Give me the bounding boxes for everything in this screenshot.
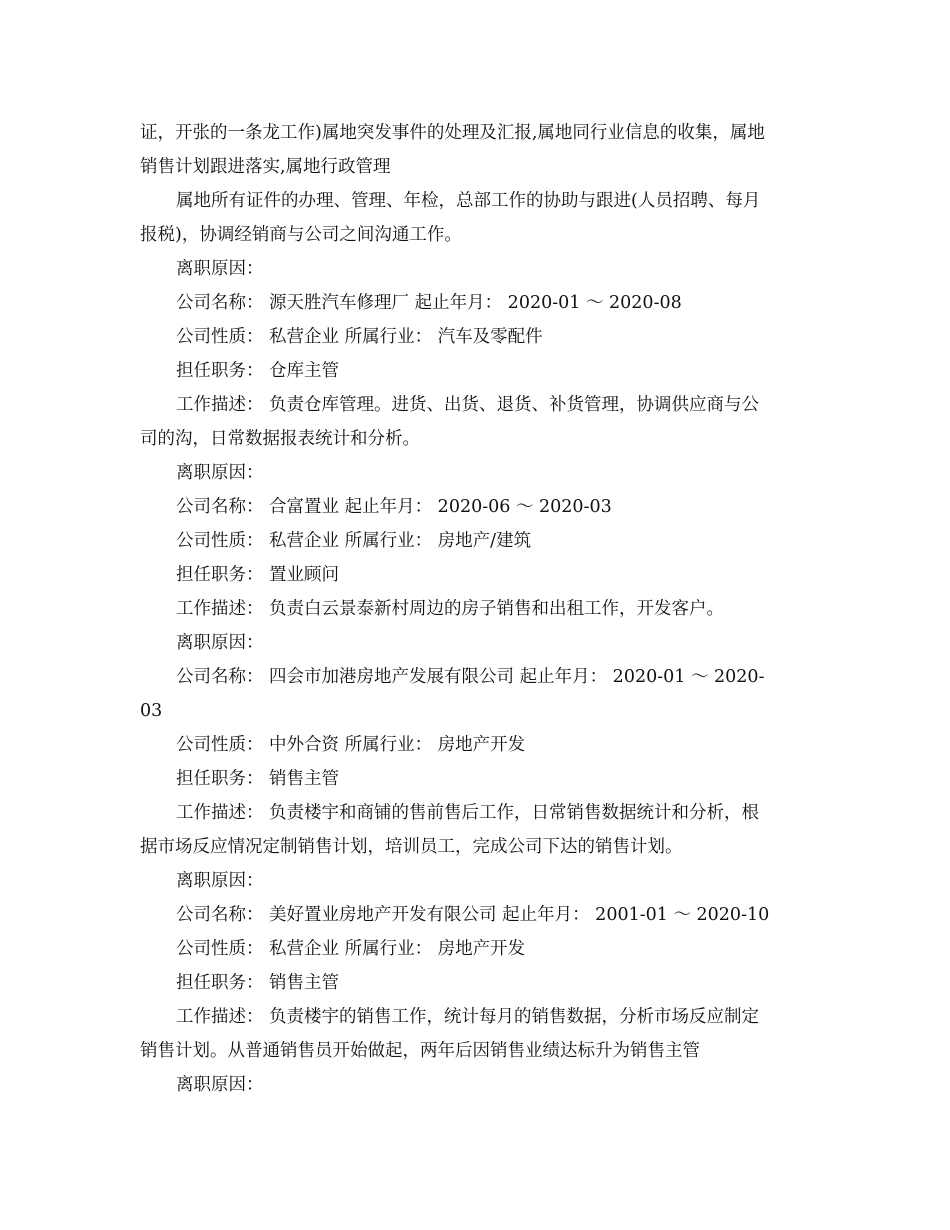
departure-reason-label: 离职原因：: [176, 871, 264, 891]
departure-reason-label: 离职原因：: [176, 1075, 264, 1095]
departure-reason-label: 离职原因：: [176, 633, 264, 653]
company-name-line: 公司名称： 源天胜汽车修理厂 起止年月： 2020-01 ～ 2020-08: [176, 293, 682, 313]
document-body: [140, 116, 812, 1102]
departure-reason-label: 离职原因：: [176, 463, 264, 483]
position-line: 担任职务： 仓库主管: [176, 361, 340, 381]
text-line: 证，开张的一条龙工作)属地突发事件的处理及汇报,属地同行业信息的收集，属地: [140, 123, 765, 143]
text-line: 属地所有证件的办理、管理、年检，总部工作的协助与跟进(人员招聘、每月: [176, 191, 761, 211]
company-name-line: 公司名称： 四会市加港房地产发展有限公司 起止年月： 2020-01 ～ 2020-: [176, 667, 765, 687]
company-type-line: 公司性质： 私营企业 所属行业： 房地产开发: [176, 939, 526, 959]
company-type-line: 公司性质： 私营企业 所属行业： 汽车及零配件: [176, 327, 543, 347]
text-line: 销售计划。从普通销售员开始做起，两年后因销售业绩达标升为销售主管: [140, 1041, 700, 1061]
position-line: 担任职务： 销售主管: [176, 973, 340, 993]
job-description-line: 工作描述： 负责楼宇的销售工作，统计每月的销售数据，分析市场反应制定: [176, 1007, 760, 1027]
position-line: 担任职务： 置业顾问: [176, 565, 340, 585]
text-line: 司的沟，日常数据报表统计和分析。: [140, 429, 420, 449]
company-name-line: 公司名称： 合富置业 起止年月： 2020-06 ～ 2020-03: [176, 497, 612, 517]
departure-reason-label: 离职原因：: [176, 259, 264, 279]
job-description-line: 工作描述： 负责白云景泰新村周边的房子销售和出租工作，开发客户。: [176, 599, 725, 619]
text-line: 据市场反应情况定制销售计划，培训员工，完成公司下达的销售计划。: [140, 837, 683, 857]
job-description-line: 工作描述： 负责仓库管理。进货、出货、退货、补货管理，协调供应商与公: [176, 395, 760, 415]
company-name-line: 公司名称： 美好置业房地产开发有限公司 起止年月： 2001-01 ～ 2020-10: [176, 905, 770, 925]
job-description-line: 工作描述： 负责楼宇和商铺的售前售后工作，日常销售数据统计和分析，根: [176, 803, 760, 823]
text-line: 03: [140, 701, 163, 721]
position-line: 担任职务： 销售主管: [176, 769, 340, 789]
company-type-line: 公司性质： 中外合资 所属行业： 房地产开发: [176, 735, 526, 755]
company-type-line: 公司性质： 私营企业 所属行业： 房地产/建筑: [176, 531, 532, 551]
text-line: 报税)，协调经销商与公司之间沟通工作。: [140, 225, 462, 245]
text-line: 销售计划跟进落实,属地行政管理: [140, 157, 391, 177]
